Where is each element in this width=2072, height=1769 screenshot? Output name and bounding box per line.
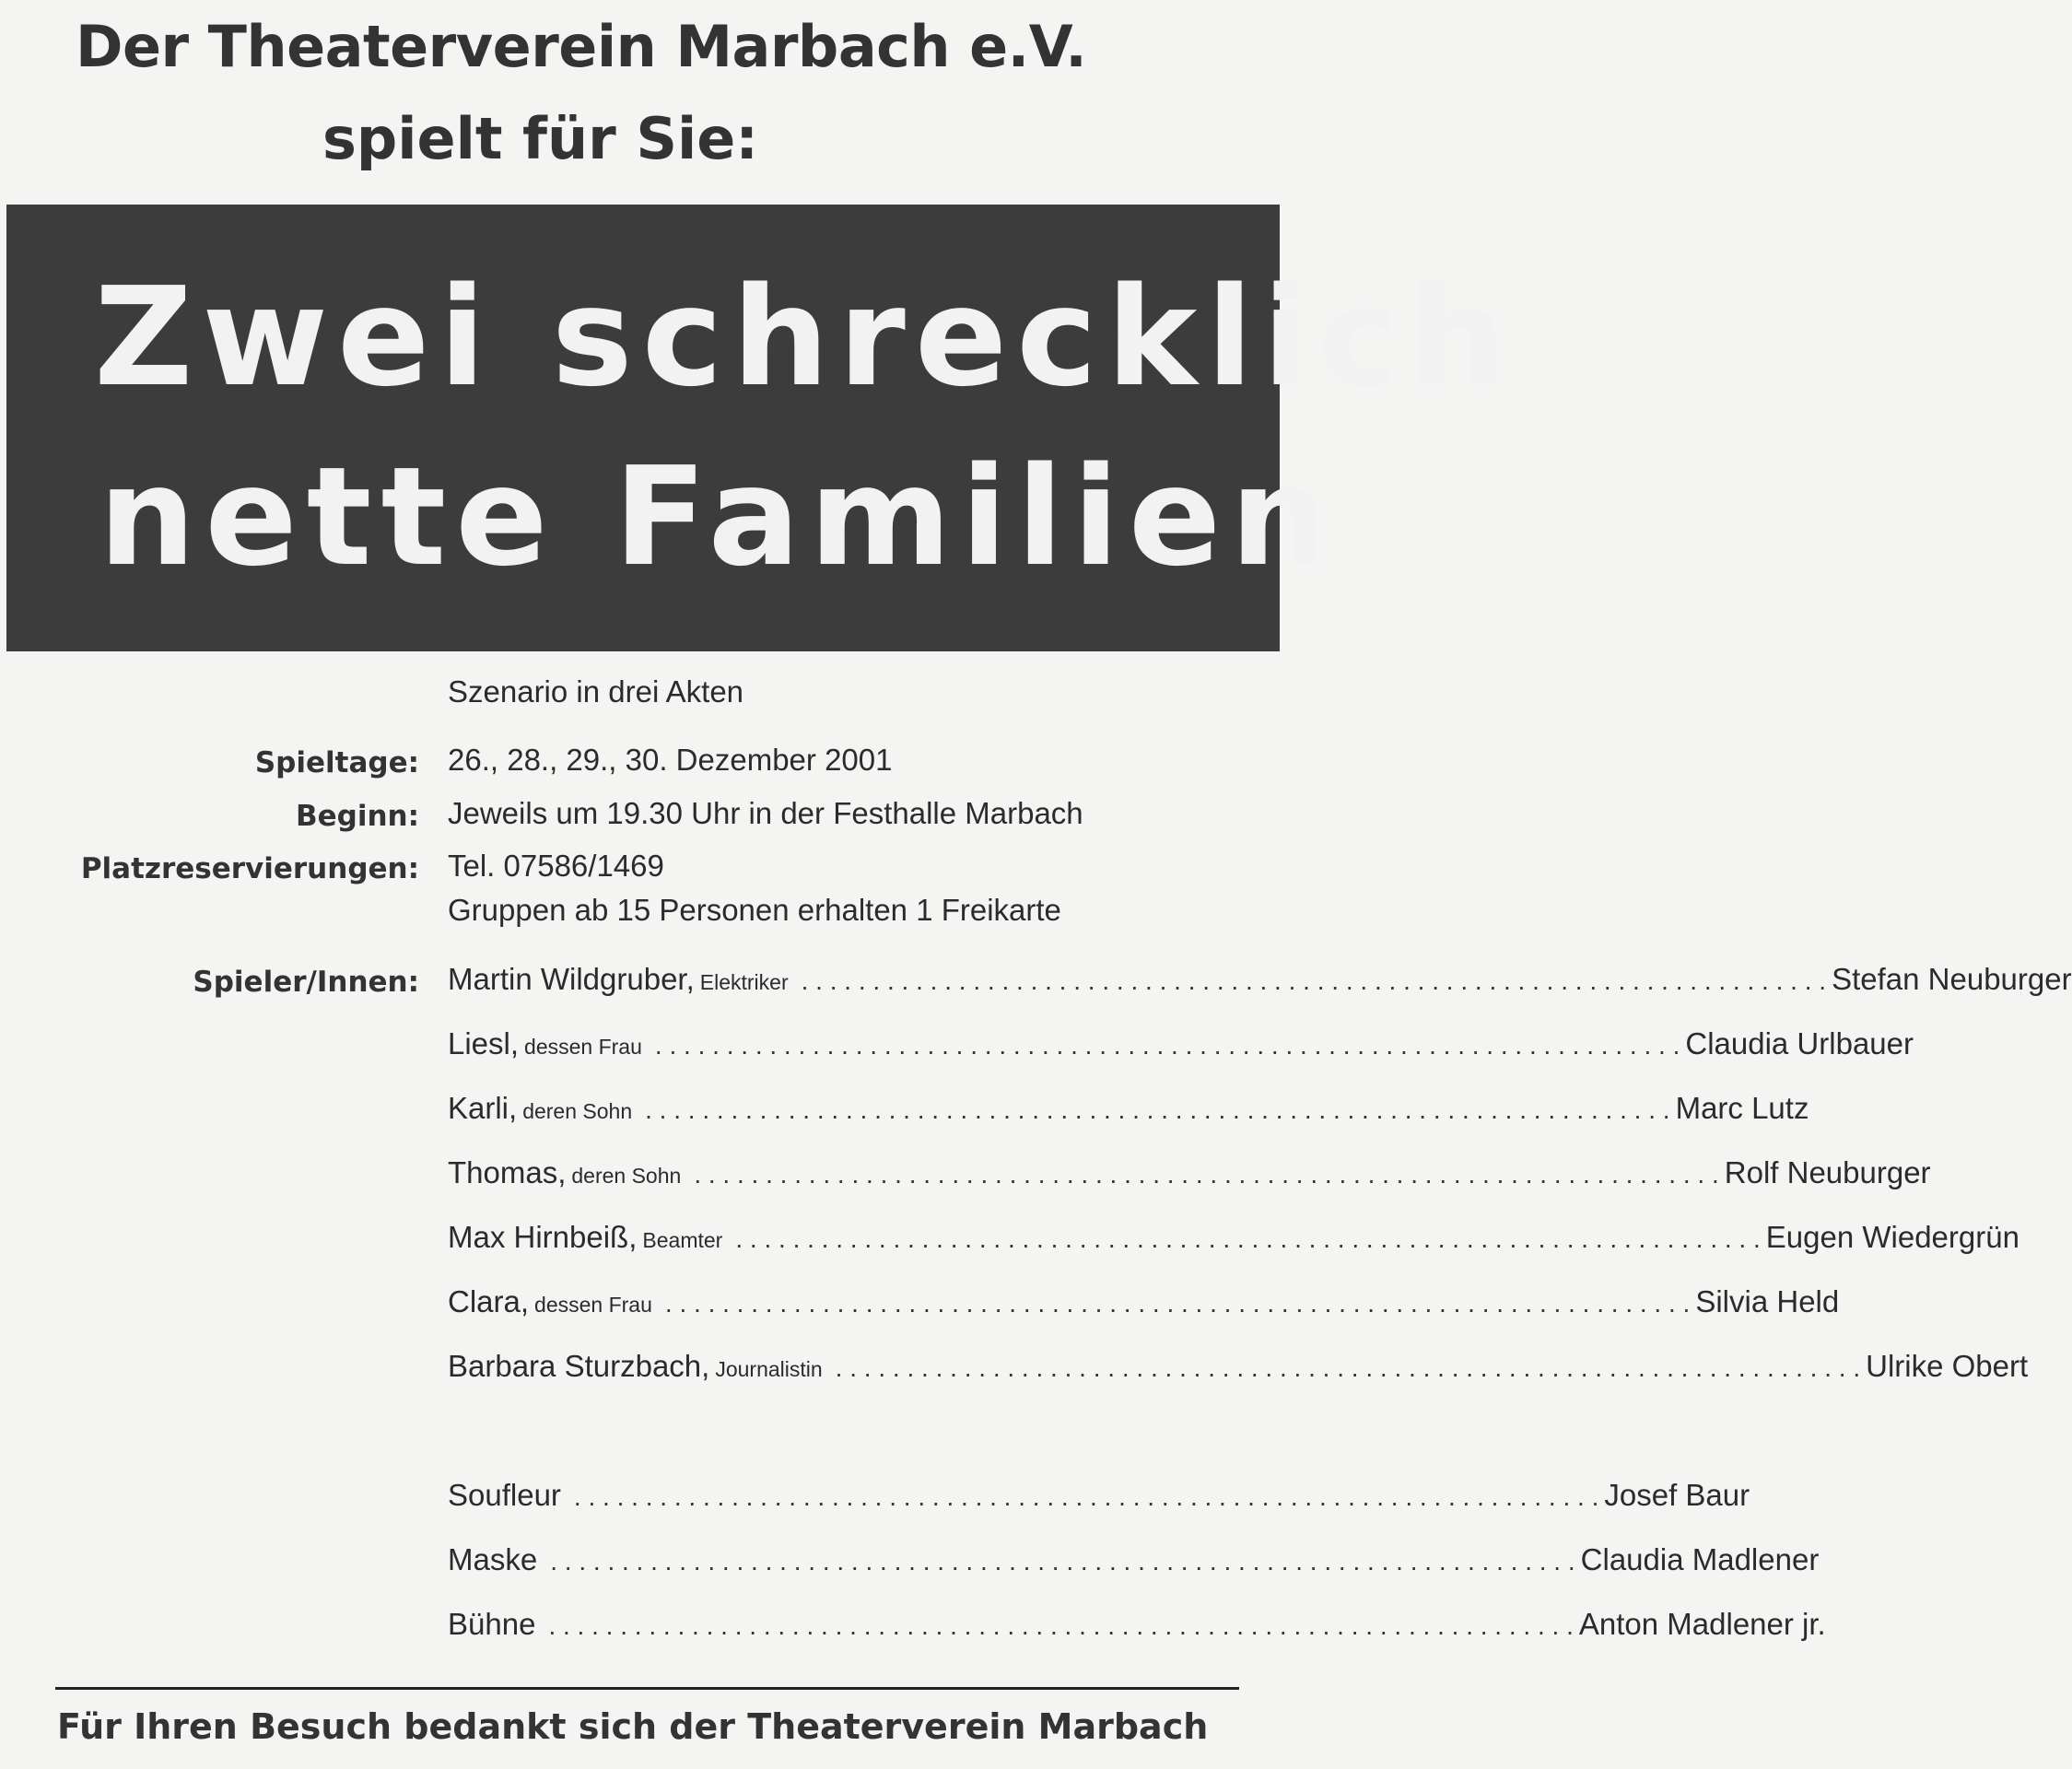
beginn-label: Beginn:: [295, 800, 419, 833]
reservierung-phone: Tel. 07586/1469: [448, 849, 664, 883]
crew-role: Soufleur: [448, 1478, 561, 1512]
crew-person: Anton Madlener jr.: [1578, 1607, 1826, 1641]
character-name: Barbara Sturzbach,: [448, 1349, 710, 1383]
leader-dots: [802, 967, 1826, 996]
actor-name: Silvia Held: [1695, 1284, 1840, 1318]
reservierung-label: Platzreservierungen:: [80, 852, 419, 885]
beginn-value: Jeweils um 19.30 Uhr in der Festhalle Marbach: [448, 796, 1083, 830]
character-name: Martin Wildgruber,: [448, 962, 695, 996]
character-name: Karli,: [448, 1091, 518, 1125]
leader-dots: [645, 1095, 1669, 1125]
character-desc: Beamter: [642, 1228, 723, 1252]
footer-divider: [55, 1687, 1239, 1690]
play-title-line-1: Zwei schrecklich: [94, 258, 1515, 416]
crew-role: Bühne: [448, 1607, 536, 1641]
character-desc: Elektriker: [699, 970, 789, 994]
spieltage-label: Spieltage:: [254, 746, 419, 779]
crew-person: Josef Baur: [1604, 1478, 1750, 1512]
leader-dots: [550, 1547, 1574, 1576]
title-banner: [6, 205, 1515, 651]
cast-row: [448, 1349, 2029, 1389]
leader-dots: [735, 1224, 1760, 1254]
actor-name: Ulrike Obert: [1866, 1349, 2029, 1383]
character-name: Max Hirnbeiß,: [448, 1220, 638, 1254]
cast-row: [448, 1220, 2019, 1260]
crew-row: [448, 1478, 1750, 1518]
character-desc: dessen Frau: [524, 1035, 642, 1059]
actor-name: Stefan Neuburger: [1832, 962, 2072, 996]
crew-person: Claudia Madlener: [1580, 1542, 1820, 1576]
character-desc: deren Sohn: [571, 1164, 682, 1188]
character-name: Clara,: [448, 1284, 530, 1318]
footer-text: Für Ihren Besuch bedankt sich der Theaterverein Marbach: [57, 1706, 1209, 1747]
spieltage-value: 26., 28., 29., 30. Dezember 2001: [448, 743, 893, 777]
leader-dots: [836, 1353, 1860, 1383]
crew-role: Maske: [448, 1542, 538, 1576]
header-line-1: Der Theaterverein Marbach e.V.: [76, 13, 1087, 80]
leader-dots: [694, 1160, 1718, 1189]
cast-row: [448, 1091, 1809, 1131]
play-title-line-2: nette Familien: [99, 438, 1337, 596]
actor-name: Eugen Wiedergrün: [1765, 1220, 2019, 1254]
crew-row: [448, 1607, 1826, 1647]
leader-dots: [665, 1289, 1690, 1318]
spieler-label: Spieler/Innen:: [193, 966, 419, 999]
cast-row: [448, 962, 2072, 1002]
actor-name: Rolf Neuburger: [1724, 1155, 1931, 1189]
actor-name: Claudia Urlbauer: [1685, 1026, 1914, 1060]
subtitle: Szenario in drei Akten: [448, 674, 744, 709]
character-name: Liesl,: [448, 1026, 520, 1060]
cast-row: [448, 1026, 1914, 1067]
reservierung-note: Gruppen ab 15 Personen erhalten 1 Freikarte: [448, 893, 1061, 927]
cast-row: [448, 1284, 1840, 1325]
character-name: Thomas,: [448, 1155, 567, 1189]
leader-dots: [574, 1482, 1598, 1512]
leader-dots: [548, 1611, 1573, 1641]
cast-row: [448, 1155, 1931, 1196]
actor-name: Marc Lutz: [1675, 1091, 1809, 1125]
character-desc: dessen Frau: [534, 1293, 652, 1317]
leader-dots: [655, 1031, 1680, 1060]
crew-row: [448, 1542, 1820, 1583]
character-desc: Journalistin: [715, 1357, 823, 1381]
character-desc: deren Sohn: [522, 1099, 633, 1123]
header-line-2: spielt für Sie:: [322, 105, 759, 172]
